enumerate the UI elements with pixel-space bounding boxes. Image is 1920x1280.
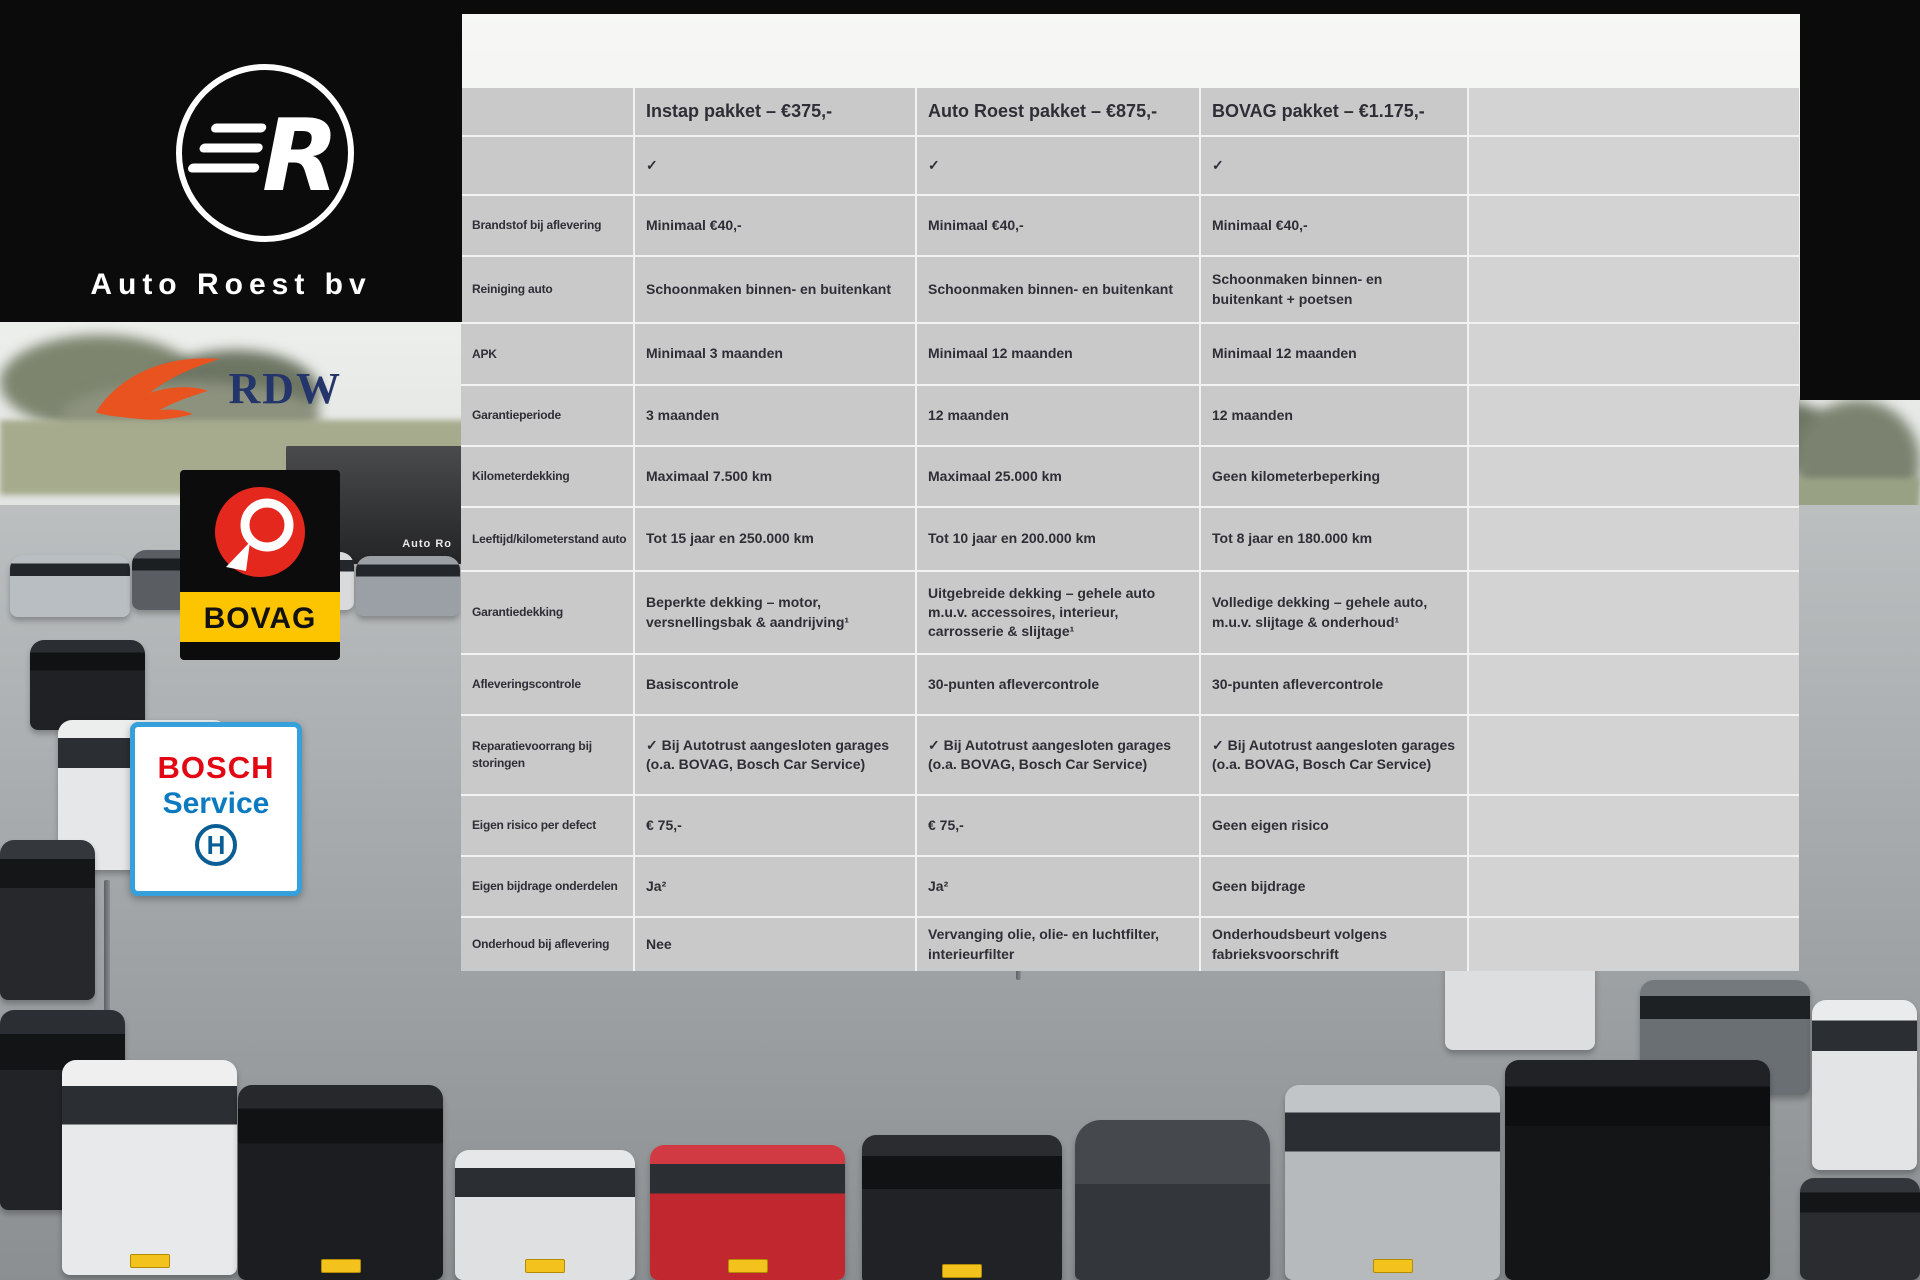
car-shape [62,1060,237,1275]
table-cell: Uitgebreide dekking – gehele auto m.u.v. accessoires, interieur, carrosserie & slijtage¹ [917,572,1199,653]
brand-name: Auto Roest bv [90,268,372,301]
auto-roest-brand-panel [0,0,462,322]
row-label: Kilometerdekking [461,447,633,506]
bosch-service-logo [130,722,302,896]
table-cell: 12 maanden [1201,386,1467,445]
row-label: APK [461,324,633,384]
bosch-word: BOSCH [157,750,275,785]
table-cell: Maximaal 25.000 km [917,447,1199,506]
table-filler-cell [1469,508,1799,570]
car-shape [238,1085,443,1280]
license-plate [728,1259,768,1273]
table-cell: Minimaal 12 maanden [917,324,1199,384]
table-cell: Geen kilometerbeperking [1201,447,1467,506]
table-cell: ✓ [917,137,1199,194]
column-header-auto-roest-pakket: Auto Roest pakket – €875,- [917,88,1199,135]
car-shape [10,555,130,617]
table-cell: 12 maanden [917,386,1199,445]
table-filler-cell [1469,257,1799,322]
license-plate [130,1254,170,1268]
table-cell: Tot 8 jaar en 180.000 km [1201,508,1467,570]
license-plate [321,1259,361,1273]
car-shape [455,1150,635,1280]
table-cell: Ja² [635,857,915,916]
table-cell: Minimaal €40,- [917,196,1199,255]
service-word: Service [162,787,270,820]
package-table [461,88,1799,971]
row-label: Afleveringscontrole [461,655,633,714]
row-label [461,137,633,194]
table-cell: Schoonmaken binnen- en buitenkant [635,257,915,322]
column-header-instap-pakket: Instap pakket – €375,- [635,88,915,135]
table-filler-cell [1469,857,1799,916]
car-shape [1800,1178,1920,1280]
row-label: Eigen bijdrage onderdelen [461,857,633,916]
table-cell: ✓ Bij Autotrust aangesloten garages (o.a. BOVAG, Bosch Car Service) [917,716,1199,794]
table-filler-cell [1469,137,1799,194]
car-shape [30,640,145,730]
table-cell: ✓ [1201,137,1467,194]
auto-roest-logo-icon [170,58,360,248]
brand-monogram: R [262,97,340,214]
table-filler-cell [1469,386,1799,445]
car-shape [1812,1000,1917,1170]
bovag-text: BOVAG [203,602,317,635]
table-cell: Onderhoudsbeurt volgens fabrieksvoorschrift [1201,918,1467,971]
table-cell: Maximaal 7.500 km [635,447,915,506]
rdw-wing-icon [92,349,222,427]
car-shape [0,840,95,1000]
table-cell: 3 maanden [635,386,915,445]
row-label: Brandstof bij aflevering [461,196,633,255]
table-cell: Minimaal 12 maanden [1201,324,1467,384]
table-cell: ✓ Bij Autotrust aangesloten garages (o.a. BOVAG, Bosch Car Service) [635,716,915,794]
table-filler-cell [1469,324,1799,384]
table-cell: 30-punten aflevercontrole [1201,655,1467,714]
table-cell: Minimaal 3 maanden [635,324,915,384]
svg-text:H: H [206,830,226,860]
rdw-text: RDW [228,363,342,413]
table-cell: Beperkte dekking – motor, versnellingsbak & aandrijving¹ [635,572,915,653]
table-cell: Volledige dekking – gehele auto, m.u.v. slijtage & onderhoud¹ [1201,572,1467,653]
row-label: Reiniging auto [461,257,633,322]
table-cell: Schoonmaken binnen- en buitenkant + poetsen [1201,257,1467,322]
table-cell: Minimaal €40,- [635,196,915,255]
car-shape [862,1135,1062,1280]
bovag-logo [180,470,340,660]
table-filler-cell [1469,447,1799,506]
row-label: Garantiedekking [461,572,633,653]
table-cell: Vervanging olie, olie- en luchtfilter, interieurfilter [917,918,1199,971]
table-filler-cell [1469,655,1799,714]
column-header-empty [461,88,633,135]
right-black-panel [1800,0,1920,400]
row-label: Garantieperiode [461,386,633,445]
table-filler-cell [1469,88,1799,135]
table-filler-cell [1469,796,1799,855]
table-cell: € 75,- [635,796,915,855]
table-filler-cell [1469,572,1799,653]
bosch-armature-icon [193,822,239,868]
row-label: Eigen risico per defect [461,796,633,855]
table-filler-cell [1469,196,1799,255]
license-plate [942,1264,982,1278]
table-cell: ✓ Bij Autotrust aangesloten garages (o.a. BOVAG, Bosch Car Service) [1201,716,1467,794]
table-filler-cell [1469,716,1799,794]
car-shape [356,556,460,616]
car-shape [1505,1060,1770,1280]
table-cell: Tot 10 jaar en 200.000 km [917,508,1199,570]
table-cell: € 75,- [917,796,1199,855]
table-cell: Geen eigen risico [1201,796,1467,855]
car-shape [650,1145,845,1280]
row-label: Leeftijd/kilometerstand auto [461,508,633,570]
table-filler-cell [1469,918,1799,971]
table-cell: ✓ [635,137,915,194]
car-shape [1075,1120,1270,1280]
building-sign: Auto Ro [402,538,452,550]
table-cell: Nee [635,918,915,971]
table-cell: 30-punten aflevercontrole [917,655,1199,714]
license-plate [1373,1259,1413,1273]
rdw-logo [92,342,342,434]
table-cell: Tot 15 jaar en 250.000 km [635,508,915,570]
table-cell: Ja² [917,857,1199,916]
table-cell: Schoonmaken binnen- en buitenkant [917,257,1199,322]
car-shape [1285,1085,1500,1280]
row-label: Onderhoud bij aflevering [461,918,633,971]
license-plate [525,1259,565,1273]
table-cell: Minimaal €40,- [1201,196,1467,255]
table-cell: Basiscontrole [635,655,915,714]
row-label: Reparatievoorrang bij storingen [461,716,633,794]
table-cell: Geen bijdrage [1201,857,1467,916]
column-header-bovag-pakket: BOVAG pakket – €1.175,- [1201,88,1467,135]
